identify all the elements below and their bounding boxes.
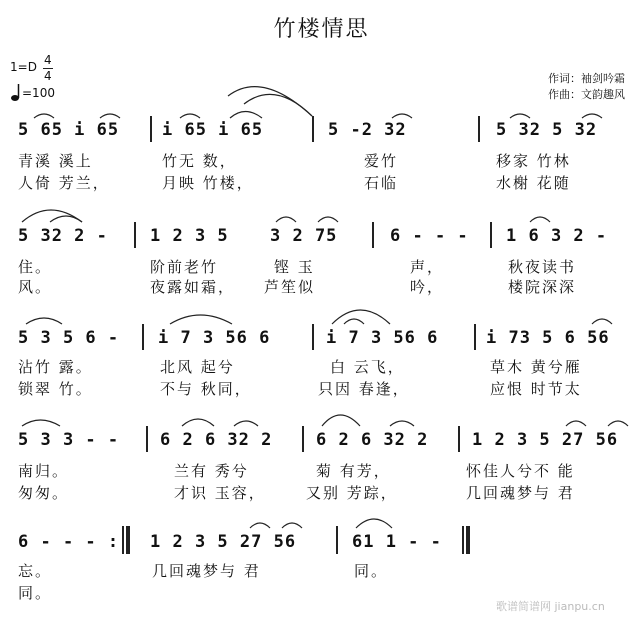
measure-8: 6 - - - bbox=[390, 226, 469, 246]
lyric-line2: 几回魂梦与 君 bbox=[466, 484, 575, 502]
lyric-line1: 竹无 数， bbox=[162, 152, 237, 170]
lyric-line1: 怀佳人兮不 能 bbox=[466, 462, 575, 480]
lyric-line2: 夜露如霜， bbox=[150, 278, 236, 296]
lyric-line1: 移家 竹林 bbox=[496, 152, 571, 170]
key-signature: 1=D bbox=[10, 60, 37, 74]
lyric-line1: 几回魂梦与 君 bbox=[152, 562, 261, 580]
lyric-line1: 白 云飞， bbox=[330, 358, 405, 376]
time-signature-top: 4 bbox=[44, 53, 52, 67]
watermark: 歌谱简谱网 jianpu.cn bbox=[496, 600, 605, 613]
lyric-line2: 水榭 花随 bbox=[496, 174, 571, 192]
lyric-line2: 石临 bbox=[364, 174, 399, 192]
lyric-line1: 秋夜读书 bbox=[508, 258, 577, 276]
lyric-line2: 吟， bbox=[410, 278, 445, 296]
measure-10: 5 3 5 6 - bbox=[18, 328, 120, 348]
measure-2: i 65 i 65 bbox=[162, 120, 264, 140]
measure-19: 1 2 3 5 27 56 bbox=[150, 532, 297, 552]
lyric-line2: 应恨 时节太 bbox=[490, 380, 582, 398]
lyric-line1: 北风 起兮 bbox=[160, 358, 235, 376]
measure-14: 5 3 3 - - bbox=[18, 430, 120, 450]
lyric-line2: 锁翠 竹。 bbox=[18, 380, 93, 398]
lyric-line1: 南归。 bbox=[18, 462, 70, 480]
measure-9: 1 6 3 2 - bbox=[506, 226, 608, 246]
lyric-line1: 青溪 溪上 bbox=[18, 152, 93, 170]
lyric-line2: 楼院深深 bbox=[508, 278, 577, 296]
measure-17: 1 2 3 5 27 56 bbox=[472, 430, 619, 450]
lyric-line1: 住。 bbox=[18, 258, 53, 276]
measure-7: 3 2 75 bbox=[270, 226, 338, 246]
lyric-line2: 才识 玉容， bbox=[174, 484, 266, 502]
time-signature-bottom: 4 bbox=[44, 69, 52, 83]
measure-18: 6 - - - : bbox=[18, 532, 120, 552]
lyric-line1: 兰有 秀兮 bbox=[174, 462, 249, 480]
lyric-line2: 月映 竹楼， bbox=[162, 174, 254, 192]
lyric-line2: 同。 bbox=[18, 584, 53, 602]
lyricist-credit: 作词：袖剑吟霜 bbox=[548, 72, 625, 85]
measure-15: 6 2 6 32 2 bbox=[160, 430, 273, 450]
lyric-line2: 又别 芳踪， bbox=[306, 484, 398, 502]
song-title: 竹楼情思 bbox=[273, 17, 370, 42]
lyric-line2: 人倚 芳兰， bbox=[18, 174, 110, 192]
measure-16: 6 2 6 32 2 bbox=[316, 430, 429, 450]
lyric-line2: 不与 秋同， bbox=[160, 380, 252, 398]
lyric-line1: 沾竹 露。 bbox=[18, 358, 93, 376]
measure-13: i 73 5 6 56 bbox=[486, 328, 610, 348]
measure-3: 5 -2 32 bbox=[328, 120, 407, 140]
measure-1: 5 65 i 65 bbox=[18, 120, 120, 140]
lyric-line1: 同。 bbox=[354, 562, 389, 580]
lyric-line1: 忘。 bbox=[18, 562, 53, 580]
lyric-line2: 芦笙似 bbox=[264, 278, 316, 296]
measure-11: i 7 3 56 6 bbox=[158, 328, 271, 348]
lyric-line1: 阶前老竹 bbox=[150, 258, 219, 276]
lyric-line1: 爱竹 bbox=[364, 152, 399, 170]
lyric-line1: 铿 玉 bbox=[274, 258, 315, 276]
measure-20: 61 1 - - bbox=[352, 532, 442, 552]
measure-6: 1 2 3 5 bbox=[150, 226, 229, 246]
lyric-line2: 风。 bbox=[18, 278, 53, 296]
lyric-line2: 匆匆。 bbox=[18, 484, 70, 502]
lyric-line2: 只因 春逢， bbox=[318, 380, 410, 398]
lyric-line1: 草木 黄兮雁 bbox=[490, 358, 582, 376]
tempo-marking: =100 bbox=[22, 86, 55, 100]
measure-5: 5 32 2 - bbox=[18, 226, 108, 246]
measure-12: i 7 3 56 6 bbox=[326, 328, 439, 348]
measure-4: 5 32 5 32 bbox=[496, 120, 598, 140]
composer-credit: 作曲：文韵趣风 bbox=[548, 88, 625, 101]
lyric-line1: 菊 有芳， bbox=[316, 462, 391, 480]
lyric-line1: 声， bbox=[410, 258, 445, 276]
